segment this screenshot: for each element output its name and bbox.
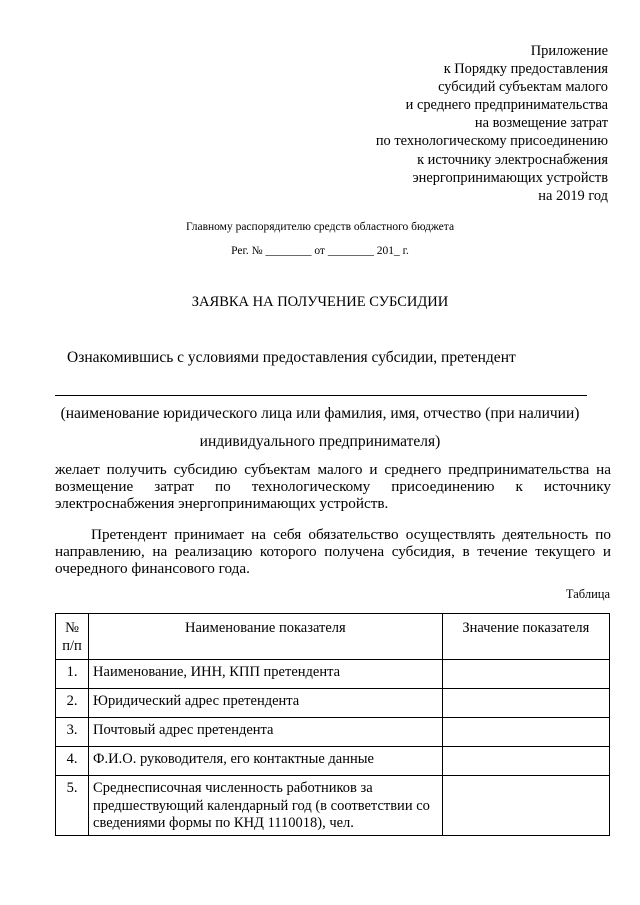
appendix-line: энергопринимающих устройств — [412, 169, 608, 186]
header-value: Значение показателя — [442, 614, 609, 660]
row-num: 2. — [56, 689, 89, 718]
row-num: 4. — [56, 747, 89, 776]
table-row — [56, 718, 610, 747]
applicant-name-note-1: (наименование юридического лица или фамилия, имя, отчество (при наличии) — [60, 405, 580, 422]
appendix-line: к источнику электроснабжения — [417, 151, 608, 168]
row-num: 5. — [56, 776, 89, 836]
intro-text: Ознакомившись с условиями предоставления субсидии, претендент — [67, 349, 516, 366]
appendix-line: к Порядку предоставления — [443, 61, 608, 78]
table-row — [56, 776, 610, 836]
row-value-cell[interactable] — [442, 689, 609, 718]
appendix-line: Приложение — [530, 43, 608, 59]
header-name: Наименование показателя — [89, 614, 443, 660]
row-value-cell[interactable] — [442, 718, 609, 747]
row-num: 1. — [56, 660, 89, 689]
applicant-name-blank-line — [55, 395, 587, 396]
row-num: 3. — [56, 718, 89, 747]
row-value-cell[interactable] — [442, 776, 609, 836]
indicators-table — [55, 613, 610, 836]
appendix-line: на возмещение затрат — [474, 115, 608, 132]
registration-line: Рег. № ________ от ________ 201_ г. — [231, 245, 409, 257]
row-name: Ф.И.О. руководителя, его контактные данные — [89, 747, 443, 776]
row-name: Среднесписочная численность работников за предшествующий календарный год (в соответствии со сведениями формы по КНД 1110018), чел. — [89, 776, 443, 836]
paragraph-request: желает получить субсидию субъектам малого и среднего предпринимательства на возмещение затрат по технологическому присоединению к источнику электроснабжения энергопринимающих устройств. — [55, 461, 611, 513]
paragraph-obligation: Претендент принимает на себя обязательство осуществлять деятельность по направлению, на реализацию которого получена субсидия, в течение текущего и очередного финансового года. — [55, 526, 611, 578]
table-row — [56, 747, 610, 776]
header-num: № п/п — [56, 614, 89, 660]
row-value-cell[interactable] — [442, 747, 609, 776]
table-header-row — [56, 614, 610, 660]
appendix-block — [376, 42, 608, 205]
row-name: Юридический адрес претендента — [89, 689, 443, 718]
table-row — [56, 660, 610, 689]
recipient-line: Главному распорядителю средств областного бюджета — [185, 221, 455, 233]
applicant-name-note-2: индивидуального предпринимателя) — [199, 433, 441, 450]
row-name: Наименование, ИНН, КПП претендента — [89, 660, 443, 689]
appendix-line: на 2019 год — [538, 187, 608, 204]
appendix-line: субсидий субъектам малого — [438, 79, 608, 96]
table-label: Таблица — [565, 587, 610, 601]
appendix-line: и среднего предпринимательства — [405, 97, 608, 114]
page-title: ЗАЯВКА НА ПОЛУЧЕНИЕ СУБСИДИИ — [191, 294, 449, 310]
row-name: Почтовый адрес претендента — [89, 718, 443, 747]
appendix-line: по технологическому присоединению — [375, 133, 608, 150]
row-value-cell[interactable] — [442, 660, 609, 689]
table-row — [56, 689, 610, 718]
